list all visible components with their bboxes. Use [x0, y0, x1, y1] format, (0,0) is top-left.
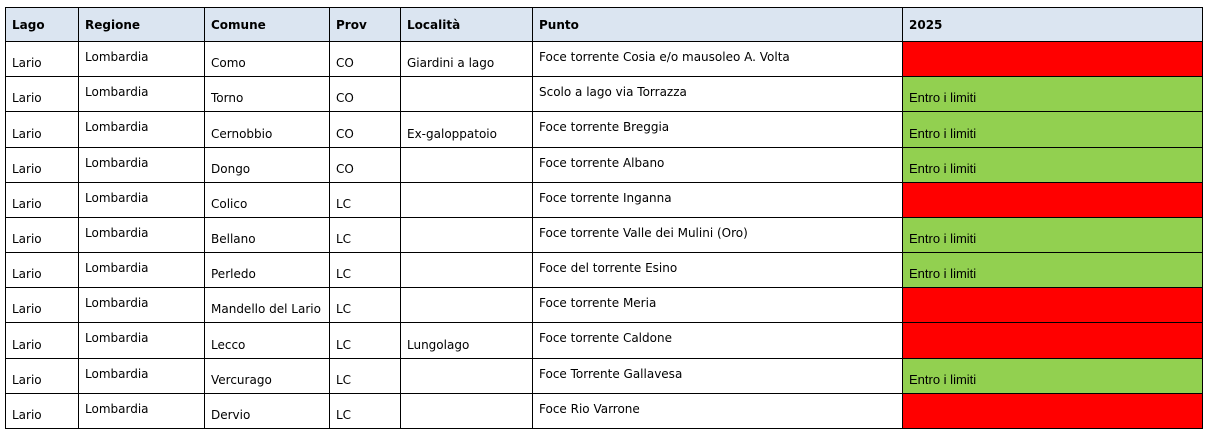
cell-regione: Lombardia	[79, 288, 205, 323]
status-ok: Entro i limiti	[903, 217, 1203, 252]
cell-lago: Lario	[6, 253, 79, 288]
table-body	[6, 42, 1203, 429]
cell-punto: Foce torrente Breggia	[533, 112, 903, 147]
cell-punto: Foce Torrente Gallavesa	[533, 358, 903, 393]
header-comune: Comune	[205, 8, 330, 42]
cell-lago: Lario	[6, 217, 79, 252]
cell-lago: Lario	[6, 323, 79, 358]
header-prov: Prov	[330, 8, 401, 42]
cell-punto: Scolo a lago via Torrazza	[533, 77, 903, 112]
cell-punto: Foce torrente Albano	[533, 147, 903, 182]
cell-regione: Lombardia	[79, 393, 205, 428]
cell-punto: Foce torrente Meria	[533, 288, 903, 323]
cell-localita: Ex-galoppatoio	[401, 112, 533, 147]
cell-prov: CO	[330, 147, 401, 182]
cell-regione: Lombardia	[79, 182, 205, 217]
cell-localita	[401, 393, 533, 428]
cell-lago: Lario	[6, 288, 79, 323]
cell-prov: LC	[330, 288, 401, 323]
cell-prov: CO	[330, 42, 401, 77]
cell-prov: LC	[330, 358, 401, 393]
cell-punto: Foce torrente Valle dei Mulini (Oro)	[533, 217, 903, 252]
cell-prov: LC	[330, 323, 401, 358]
cell-prov: CO	[330, 112, 401, 147]
cell-lago: Lario	[6, 77, 79, 112]
cell-punto: Foce torrente Cosia e/o mausoleo A. Volta	[533, 42, 903, 77]
cell-regione: Lombardia	[79, 42, 205, 77]
cell-lago: Lario	[6, 42, 79, 77]
table-row	[6, 253, 1203, 288]
status-polluted: Fortemente inquinato	[903, 323, 1203, 358]
status-polluted: Fortemente inquinato	[903, 42, 1203, 77]
table-row	[6, 393, 1203, 428]
table-row	[6, 42, 1203, 77]
cell-localita: Lungolago	[401, 323, 533, 358]
cell-lago: Lario	[6, 358, 79, 393]
cell-regione: Lombardia	[79, 217, 205, 252]
status-ok: Entro i limiti	[903, 358, 1203, 393]
status-ok: Entro i limiti	[903, 112, 1203, 147]
table-row	[6, 182, 1203, 217]
cell-localita	[401, 77, 533, 112]
cell-punto: Foce torrente Inganna	[533, 182, 903, 217]
water-quality-table	[5, 7, 1203, 429]
status-ok: Entro i limiti	[903, 253, 1203, 288]
status-ok: Entro i limiti	[903, 147, 1203, 182]
cell-localita	[401, 253, 533, 288]
cell-comune: Como	[205, 42, 330, 77]
cell-comune: Perledo	[205, 253, 330, 288]
cell-localita: Giardini a lago	[401, 42, 533, 77]
table-header-row	[6, 8, 1203, 42]
status-polluted: Fortemente inquinato	[903, 182, 1203, 217]
cell-lago: Lario	[6, 393, 79, 428]
status-ok: Entro i limiti	[903, 77, 1203, 112]
table-row	[6, 323, 1203, 358]
cell-lago: Lario	[6, 182, 79, 217]
header-lago: Lago	[6, 8, 79, 42]
cell-lago: Lario	[6, 147, 79, 182]
cell-comune: Colico	[205, 182, 330, 217]
cell-comune: Dervio	[205, 393, 330, 428]
table-row	[6, 112, 1203, 147]
cell-regione: Lombardia	[79, 323, 205, 358]
cell-regione: Lombardia	[79, 253, 205, 288]
cell-comune: Vercurago	[205, 358, 330, 393]
table-row	[6, 288, 1203, 323]
cell-prov: CO	[330, 77, 401, 112]
header-year: 2025	[903, 8, 1203, 42]
cell-regione: Lombardia	[79, 112, 205, 147]
table-row	[6, 358, 1203, 393]
header-punto: Punto	[533, 8, 903, 42]
status-polluted: Fortemente inquinato	[903, 288, 1203, 323]
cell-localita	[401, 147, 533, 182]
cell-punto: Foce torrente Caldone	[533, 323, 903, 358]
cell-lago: Lario	[6, 112, 79, 147]
header-localita: Località	[401, 8, 533, 42]
cell-prov: LC	[330, 217, 401, 252]
cell-regione: Lombardia	[79, 358, 205, 393]
table-row	[6, 77, 1203, 112]
cell-comune: Lecco	[205, 323, 330, 358]
cell-prov: LC	[330, 182, 401, 217]
cell-localita	[401, 288, 533, 323]
cell-comune: Bellano	[205, 217, 330, 252]
cell-comune: Cernobbio	[205, 112, 330, 147]
cell-prov: LC	[330, 393, 401, 428]
cell-localita	[401, 217, 533, 252]
cell-comune: Torno	[205, 77, 330, 112]
status-polluted: Fortemente inquinato	[903, 393, 1203, 428]
cell-punto: Foce Rio Varrone	[533, 393, 903, 428]
cell-regione: Lombardia	[79, 77, 205, 112]
cell-localita	[401, 182, 533, 217]
cell-localita	[401, 358, 533, 393]
cell-regione: Lombardia	[79, 147, 205, 182]
cell-prov: LC	[330, 253, 401, 288]
table-row	[6, 147, 1203, 182]
table-row	[6, 217, 1203, 252]
header-regione: Regione	[79, 8, 205, 42]
cell-comune: Dongo	[205, 147, 330, 182]
cell-comune: Mandello del Lario	[205, 288, 330, 323]
cell-punto: Foce del torrente Esino	[533, 253, 903, 288]
